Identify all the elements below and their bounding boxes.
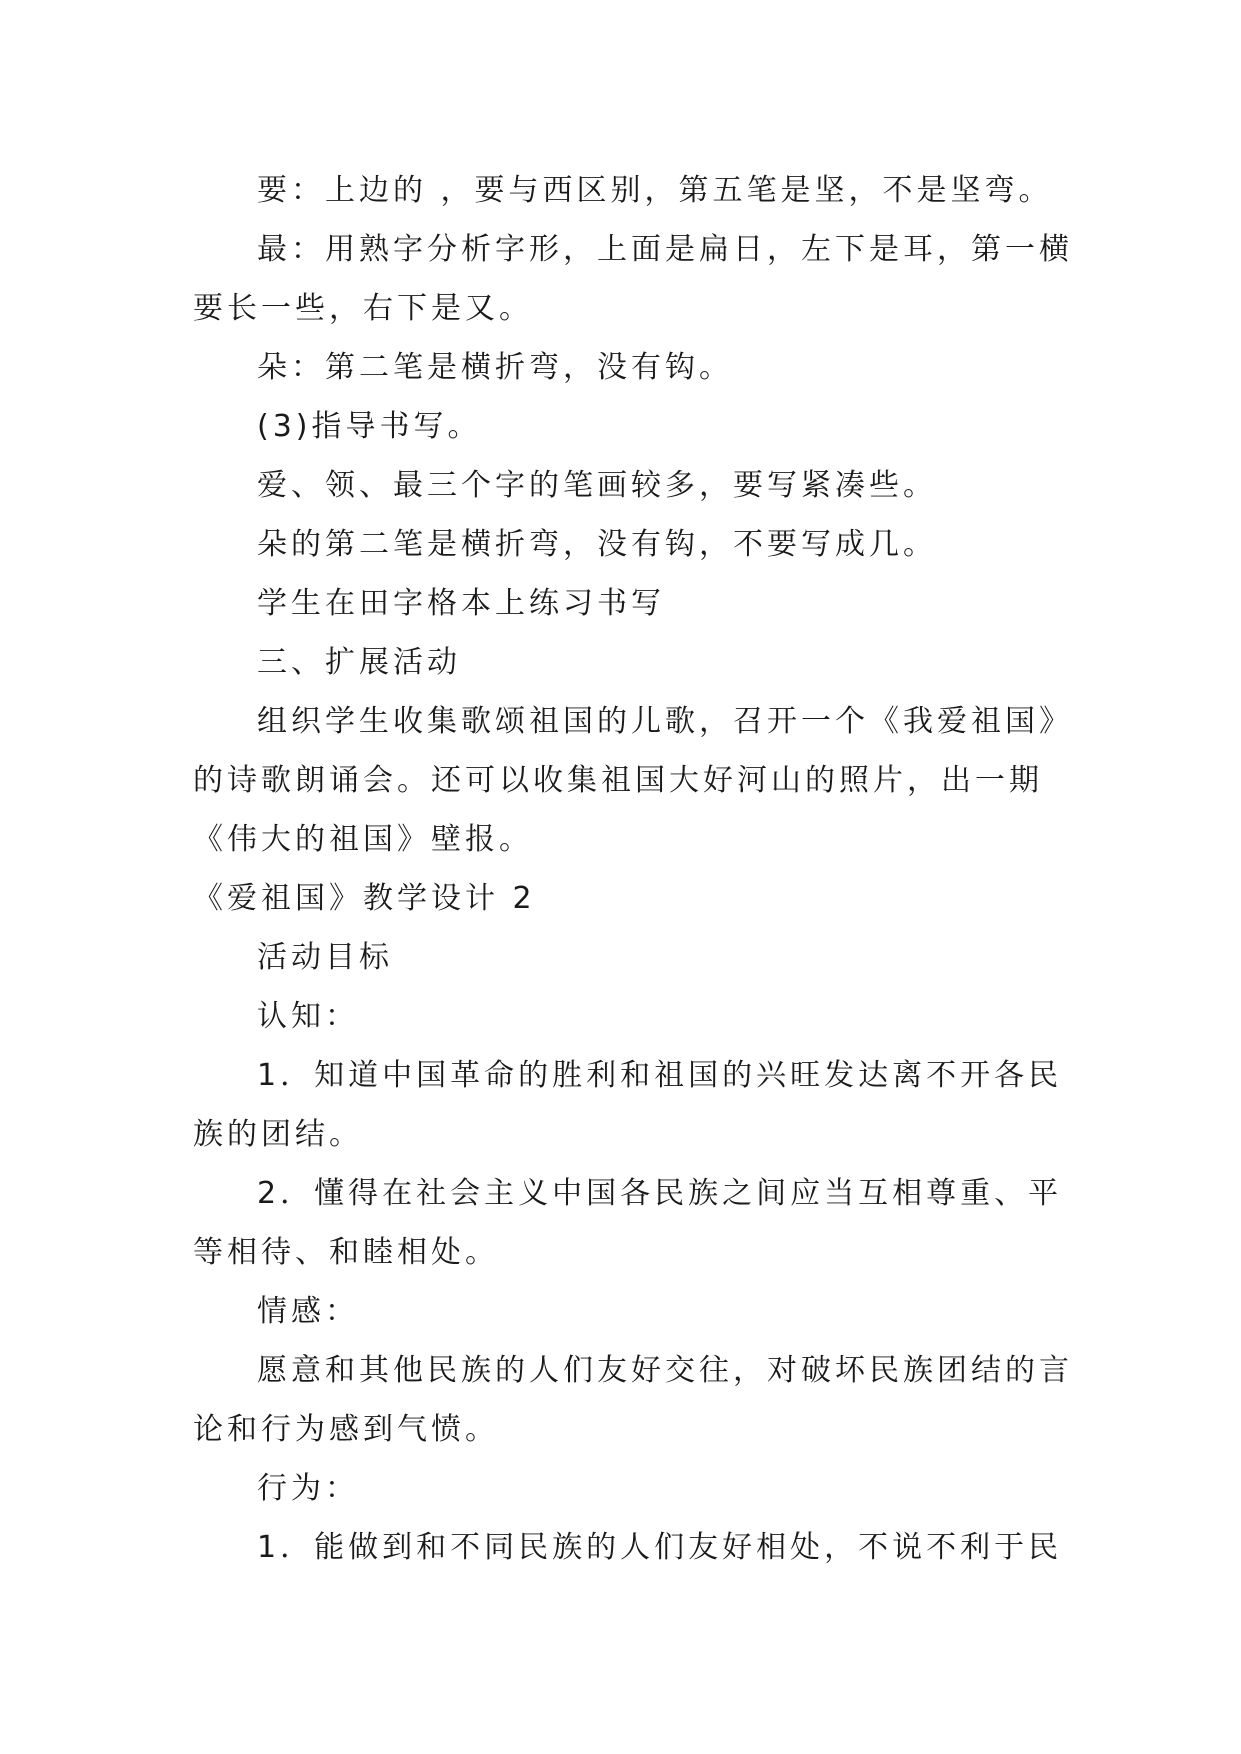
subsection-label: 认知： bbox=[257, 999, 359, 1034]
paragraph-line: 《伟大的祖国》壁报。 bbox=[193, 822, 533, 857]
paragraph-line: 朵：第二笔是横折弯，没有钩。 bbox=[257, 350, 733, 385]
paragraph-line: 等相待、和睦相处。 bbox=[193, 1235, 499, 1270]
paragraph-line: 的诗歌朗诵会。还可以收集祖国大好河山的照片，出一期 bbox=[193, 763, 1043, 798]
paragraph-line: 2．懂得在社会主义中国各民族之间应当互相尊重、平 bbox=[257, 1176, 1063, 1211]
section-heading: 活动目标 bbox=[257, 940, 393, 975]
paragraph-line: 愿意和其他民族的人们友好交往，对破坏民族团结的言 bbox=[257, 1353, 1073, 1388]
subsection-label: 情感： bbox=[257, 1294, 359, 1329]
paragraph-line: 论和行为感到气愤。 bbox=[193, 1412, 499, 1447]
subsection-label: 行为： bbox=[257, 1471, 359, 1506]
document-body bbox=[193, 161, 1073, 1577]
paragraph-line: 朵的第二笔是横折弯，没有钩，不要写成几。 bbox=[257, 527, 937, 562]
document-title: 《爱祖国》教学设计 2 bbox=[193, 881, 536, 916]
paragraph-line: 1．能做到和不同民族的人们友好相处，不说不利于民 bbox=[257, 1530, 1063, 1565]
paragraph-line: 最：用熟字分析字形，上面是扁日，左下是耳，第一横 bbox=[257, 232, 1073, 267]
paragraph-line: 爱、领、最三个字的笔画较多，要写紧凑些。 bbox=[257, 468, 937, 503]
paragraph-line: 要：上边的 ，要与西区别，第五笔是坚，不是坚弯。 bbox=[257, 173, 1053, 208]
section-heading: 三、扩展活动 bbox=[257, 645, 461, 680]
paragraph-line: (3)指导书写。 bbox=[257, 409, 482, 444]
paragraph-line: 族的团结。 bbox=[193, 1117, 363, 1152]
paragraph-line: 学生在田字格本上练习书写 bbox=[257, 586, 665, 621]
paragraph-line: 要长一些，右下是又。 bbox=[193, 291, 533, 326]
paragraph-line: 1．知道中国革命的胜利和祖国的兴旺发达离不开各民 bbox=[257, 1058, 1063, 1093]
paragraph-line: 组织学生收集歌颂祖国的儿歌，召开一个《我爱祖国》 bbox=[257, 704, 1073, 739]
